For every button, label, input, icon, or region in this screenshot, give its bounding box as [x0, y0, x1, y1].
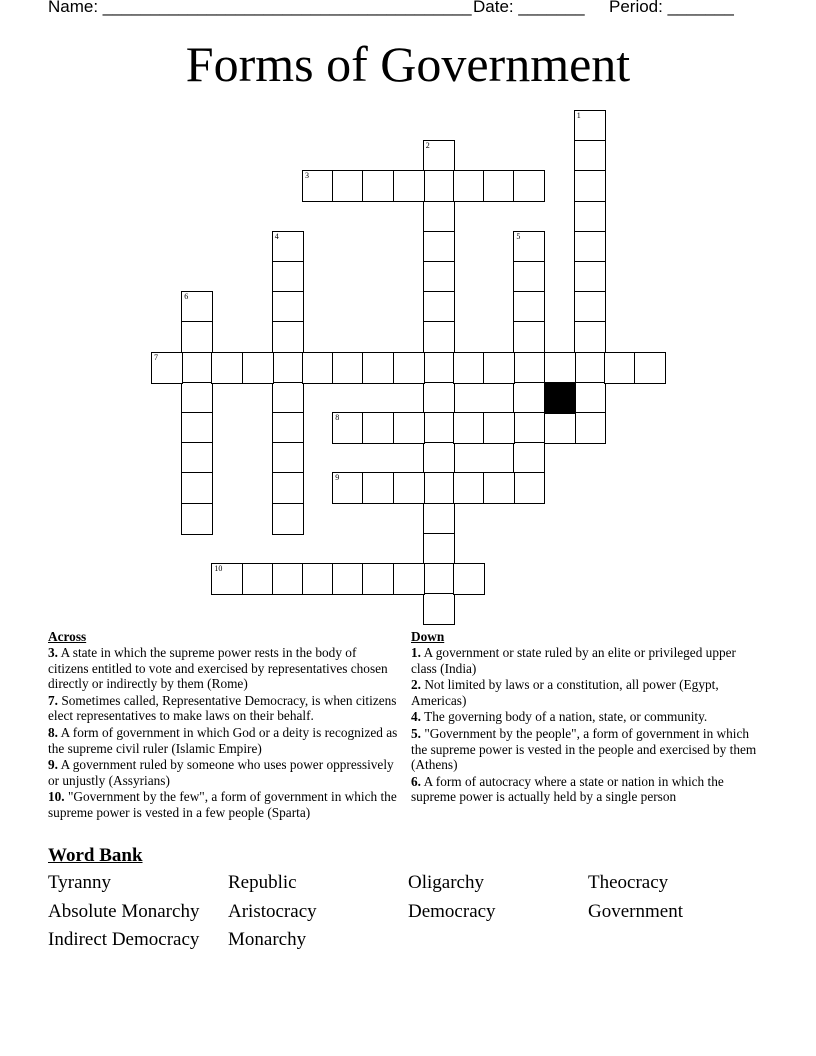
name-field[interactable]: Name: _______________________________________ [48, 0, 472, 16]
word-bank-item: Absolute Monarchy [48, 900, 200, 922]
crossword-cell[interactable] [453, 352, 485, 384]
down-clues [411, 629, 757, 806]
crossword-cell[interactable] [574, 170, 606, 202]
clue-across-10: 10. "Government by the few", a form of government in which the supreme power is vested in a few people (Sparta) [48, 789, 397, 820]
crossword-cell[interactable] [513, 170, 545, 202]
word-bank-item: Government [588, 900, 683, 922]
crossword-cell[interactable] [332, 412, 364, 444]
clue-number-label: 10 [214, 564, 223, 573]
clue-across-8: 8. A form of government in which God or a deity is recognized as the supreme civil ruler (Islamic Empire) [48, 724, 398, 756]
crossword-cell[interactable] [423, 533, 455, 565]
word-bank-item: Democracy [408, 900, 496, 922]
crossword-cell[interactable] [574, 201, 606, 233]
crossword-cell[interactable] [574, 110, 606, 142]
across-clues [48, 629, 400, 822]
crossword-cell[interactable] [423, 352, 455, 384]
crossword-cell[interactable] [272, 472, 304, 504]
crossword-cell[interactable] [423, 503, 455, 535]
crossword-cell[interactable] [362, 170, 394, 202]
crossword-cell[interactable] [423, 442, 455, 474]
crossword-cell[interactable] [302, 352, 334, 384]
word-bank-item: Indirect Democracy [48, 929, 200, 950]
crossword-cell[interactable] [574, 291, 606, 323]
crossword-cell[interactable] [242, 352, 274, 384]
crossword-cell[interactable] [362, 563, 394, 595]
crossword-cell[interactable] [513, 472, 545, 504]
word-bank-item: Aristocracy [228, 900, 317, 922]
crossword-cell[interactable] [574, 382, 606, 414]
clue-number-label: 6 [184, 292, 189, 302]
crossword-cell[interactable] [272, 231, 304, 263]
crossword-cell[interactable] [483, 472, 515, 504]
word-bank-item: Monarchy [228, 929, 307, 950]
clue-number-label: 9 [335, 473, 340, 483]
word-bank [48, 872, 768, 952]
clue-number-label: 2 [425, 141, 430, 151]
crossword-cell[interactable] [302, 563, 334, 595]
crossword-cell[interactable] [574, 321, 606, 353]
crossword-cell[interactable] [393, 472, 425, 504]
crossword-cell[interactable] [604, 352, 636, 384]
crossword-cell[interactable] [272, 291, 304, 323]
crossword-cell[interactable] [393, 352, 425, 384]
crossword-cell[interactable] [513, 261, 545, 293]
crossword-cell[interactable] [544, 412, 576, 444]
crossword-cell[interactable] [181, 442, 213, 474]
crossword-cell[interactable] [574, 352, 606, 384]
crossword-cell[interactable] [332, 352, 364, 384]
word-bank-item: Tyranny [48, 872, 112, 893]
crossword-cell[interactable] [513, 382, 545, 414]
crossword-cell[interactable] [272, 503, 304, 535]
crossword-cell[interactable] [272, 321, 304, 353]
crossword-cell[interactable] [423, 472, 455, 504]
crossword-cell[interactable] [181, 321, 213, 353]
crossword-cell[interactable] [423, 321, 455, 353]
crossword-cell[interactable] [272, 352, 304, 384]
crossword-cell[interactable] [423, 261, 455, 293]
crossword-cell[interactable] [574, 412, 606, 444]
crossword-cell[interactable] [634, 352, 666, 384]
clue-across-9: 9. A government ruled by someone who uses power oppressively or unjustly (Assyrians) [48, 757, 394, 788]
crossword-cell[interactable] [574, 231, 606, 263]
crossword-cell[interactable] [513, 321, 545, 353]
clue-down-2: 2. Not limited by laws or a constitution, all power (Egypt, Americas) [411, 677, 719, 708]
crossword-cell[interactable] [453, 412, 485, 444]
clue-number-label: 8 [335, 413, 340, 422]
crossword-cell[interactable] [332, 472, 364, 504]
crossword-cell[interactable] [181, 382, 213, 414]
crossword-cell[interactable] [181, 472, 213, 504]
clue-number-label: 4 [274, 231, 279, 241]
across-heading: Across [48, 629, 87, 644]
crossword-cell[interactable] [272, 412, 304, 444]
crossword-cell[interactable] [453, 170, 485, 202]
clue-across-7: 7. Sometimes called, Representative Democracy, is when citizens elect representatives to make laws on their behalf. [48, 692, 397, 724]
date-field[interactable]: Date: _______ [473, 0, 585, 16]
clue-down-6: 6. A form of autocracy where a state or nation in which the supreme power is actually held by a single person [411, 773, 724, 805]
word-bank-item: Theocracy [588, 872, 669, 893]
crossword-cell[interactable] [393, 563, 425, 595]
crossword-cell[interactable] [181, 412, 213, 444]
word-bank-item: Republic [228, 872, 297, 893]
crossword-cell[interactable] [242, 563, 274, 595]
clue-across-3: 3. A state in which the supreme power rests in the body of citizens entitled to vote and exercised by representatives chosen directly or indirectly by them (Rome) [48, 645, 388, 692]
clue-number-label: 7 [154, 352, 158, 362]
crossword-cell[interactable] [513, 352, 545, 384]
crossword-cell[interactable] [513, 442, 545, 474]
crossword-cell[interactable] [181, 291, 213, 323]
crossword-cell[interactable] [423, 382, 455, 414]
crossword-cell[interactable] [211, 563, 243, 595]
word-bank-title: Word Bank [48, 845, 143, 866]
period-field[interactable]: Period: _______ [609, 0, 734, 16]
crossword-cell[interactable] [453, 472, 485, 504]
crossword-cell[interactable] [423, 291, 455, 323]
crossword-cell[interactable] [513, 412, 545, 444]
crossword-cell[interactable] [423, 593, 455, 625]
crossword-cell[interactable] [513, 291, 545, 323]
crossword-cell[interactable] [362, 412, 394, 444]
crossword-cell[interactable] [272, 563, 304, 595]
crossword-cell[interactable] [453, 563, 485, 595]
word-bank-item: Oligarchy [408, 872, 484, 893]
crossword-cell[interactable] [272, 382, 304, 414]
crossword-cell[interactable] [513, 231, 545, 263]
crossword-black-square [544, 382, 576, 414]
crossword-cell[interactable] [272, 442, 304, 474]
clue-down-4: 4. The governing body of a nation, state, or community. [411, 709, 708, 725]
crossword-cell[interactable] [332, 563, 364, 595]
clue-down-5: 5. "Government by the people", a form of government in which the supreme power is vested in the people and exercised by them (Athens) [411, 725, 757, 773]
crossword-cell[interactable] [483, 412, 515, 444]
crossword-cell[interactable] [362, 472, 394, 504]
crossword-cell[interactable] [423, 170, 455, 202]
crossword-cell[interactable] [393, 170, 425, 202]
crossword-cell[interactable] [574, 140, 606, 172]
clue-number-label: 3 [305, 171, 309, 181]
crossword-cell[interactable] [211, 352, 243, 384]
crossword-cell[interactable] [483, 352, 515, 384]
crossword-cell[interactable] [302, 170, 334, 202]
clue-down-1: 1. A government or state ruled by an elite or privileged upper class (India) [411, 645, 736, 676]
crossword-cell[interactable] [423, 231, 455, 263]
crossword-cell[interactable] [423, 412, 455, 444]
clue-number-label: 5 [516, 231, 521, 241]
crossword-cell[interactable] [423, 563, 455, 595]
crossword-cell[interactable] [151, 352, 183, 384]
crossword-cell[interactable] [181, 352, 213, 384]
crossword-cell[interactable] [272, 261, 304, 293]
down-heading: Down [411, 629, 445, 644]
crossword-cell[interactable] [544, 352, 576, 384]
crossword-cell[interactable] [423, 201, 455, 233]
crossword-cell[interactable] [574, 261, 606, 293]
crossword-cell[interactable] [362, 352, 394, 384]
crossword-cell[interactable] [483, 170, 515, 202]
crossword-cell[interactable] [423, 140, 455, 172]
page-title: Forms of Government [185, 36, 631, 92]
crossword-cell[interactable] [332, 170, 364, 202]
crossword-cell[interactable] [393, 412, 425, 444]
crossword-cell[interactable] [181, 503, 213, 535]
clue-number-label: 1 [576, 111, 581, 120]
